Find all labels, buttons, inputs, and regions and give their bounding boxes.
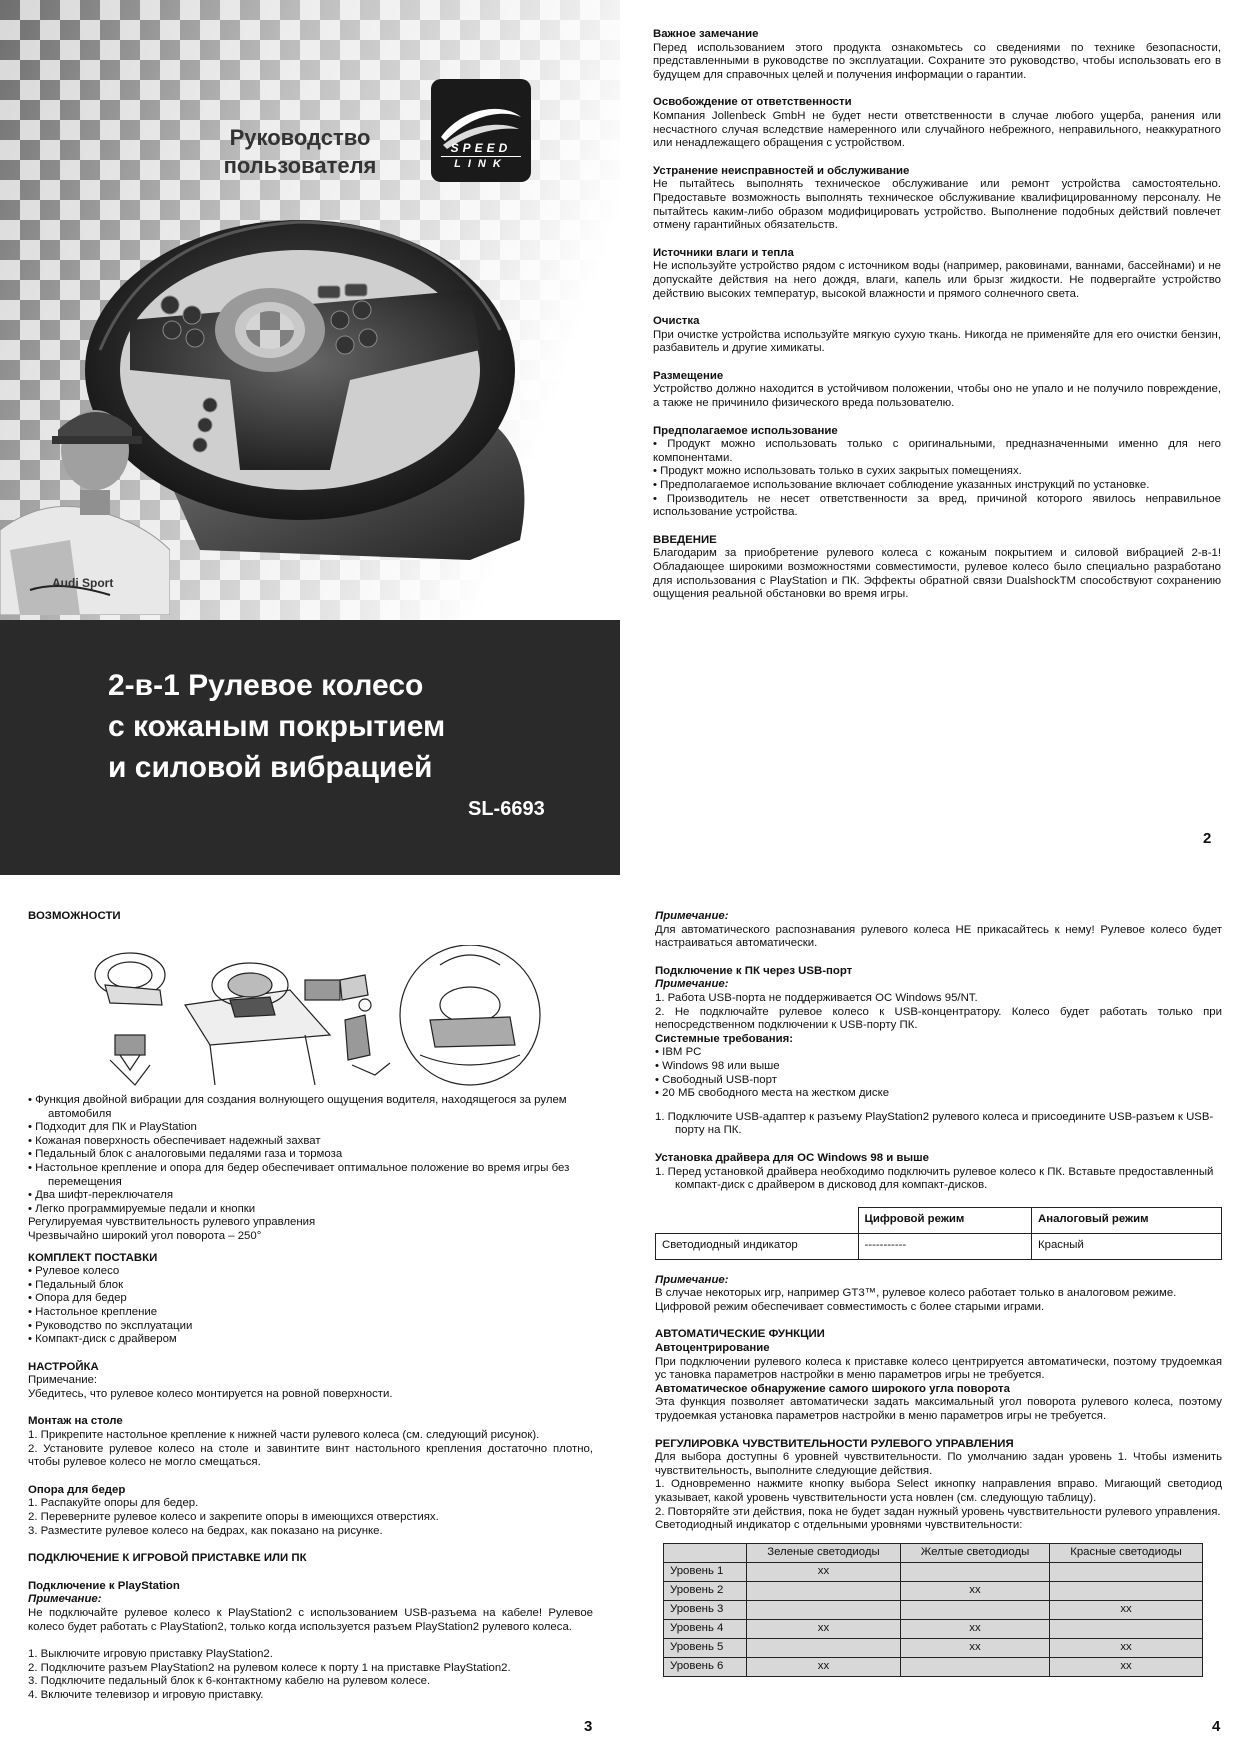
level-table-cell: Уровень 1 <box>664 1562 747 1581</box>
package-item: • Настольное крепление <box>28 1305 158 1318</box>
model-number: SL-6693 <box>468 798 545 820</box>
level-table-cell <box>747 1600 901 1619</box>
level-table-cell: Уровень 5 <box>664 1638 747 1657</box>
safety-section <box>653 165 1221 233</box>
requirement-item: • Windows 98 или выше <box>655 1059 780 1072</box>
level-table-header-cell <box>664 1543 747 1562</box>
package-item: • Педальный блок <box>28 1278 124 1291</box>
level-table-cell <box>900 1600 1049 1619</box>
usb-heading: Подключение к ПК через USB-порт <box>655 964 853 977</box>
feature-item: • Кожаная поверхность обеспечивает надежный захват <box>28 1134 321 1147</box>
level-table-cell <box>1050 1562 1203 1581</box>
sensitivity-steps <box>655 1478 1222 1519</box>
introduction-heading: ВВЕДЕНИЕ <box>653 533 717 546</box>
mode-table-cell: ----------- <box>858 1233 1031 1259</box>
level-table-row <box>664 1638 1203 1657</box>
mode-table-header-cell: Аналоговый режим <box>1031 1207 1221 1233</box>
safety-section <box>653 247 1221 301</box>
intended-use-item: • Производитель не несет ответственности за вред, причиной которого явилось неправильное использование устройства. <box>653 492 1221 519</box>
mode-table-header-cell: Цифровой режим <box>858 1207 1031 1233</box>
leg-support-steps <box>28 1497 593 1538</box>
level-table-cell: xx <box>747 1657 901 1676</box>
intended-use-item: • Предполагаемое использование включает соблюдение указанных инструкций по установке. <box>653 479 1150 492</box>
auto-heading: АВТОМАТИЧЕСКИЕ ФУНКЦИИ <box>655 1328 825 1341</box>
sensitivity-step: 1. Одновременно нажмите кнопку выбора Select икнопку направления вправо. Мигающий светодиод указывает, какой уровень чувствительности уста новлен (см. следующую таблицу). <box>655 1478 1222 1504</box>
cover-title-line1: Руководство <box>229 125 371 150</box>
game-mode-note <box>655 1274 1222 1315</box>
driver-section <box>655 1152 1222 1193</box>
intended-use-list <box>653 438 1221 520</box>
safety-section-heading: Очистка <box>653 315 700 328</box>
level-table-row <box>664 1600 1203 1619</box>
product-title <box>108 665 445 788</box>
page2-content <box>653 28 1221 616</box>
level-table-cell: xx <box>900 1619 1049 1638</box>
level-table-header-cell: Зеленые светодиоды <box>747 1543 901 1562</box>
feature-item: • Педальный блок с аналоговыми педалями газа и тормоза <box>28 1148 343 1161</box>
mode-table-header <box>656 1207 1222 1233</box>
feature-item: • Подходит для ПК и PlayStation <box>28 1121 197 1134</box>
connect-section <box>28 1552 593 1702</box>
safety-sections <box>653 28 1221 411</box>
feature-item: Чрезвычайно широкий угол поворота – 250° <box>28 1229 262 1242</box>
introduction-section <box>653 534 1221 602</box>
package-heading: КОМПЛЕКТ ПОСТАВКИ <box>28 1251 158 1264</box>
intended-use-section <box>653 425 1221 520</box>
connect-heading: ПОДКЛЮЧЕНИЕ К ИГРОВОЙ ПРИСТАВКЕ ИЛИ ПК <box>28 1552 307 1565</box>
table-mount-section <box>28 1415 593 1469</box>
leg-support-step: 3. Разместите рулевое колесо на бедрах, как показано на рисунке. <box>28 1524 383 1537</box>
mode-table-cell: Светодиодный индикатор <box>656 1233 859 1259</box>
safety-section <box>653 315 1221 356</box>
page-number-3: 3 <box>584 1718 593 1735</box>
driver-heading: Установка драйвера для ОС Windows 98 и выше <box>655 1151 929 1164</box>
level-table-row <box>664 1562 1203 1581</box>
level-table-row <box>664 1657 1203 1676</box>
cover-panel <box>0 0 620 876</box>
auto-functions-section <box>655 1328 1222 1423</box>
package-item: • Компакт-диск с драйвером <box>28 1333 177 1346</box>
auto-sub2: Автоматическое обнаружение самого широкого угла поворота <box>655 1382 1010 1395</box>
note2-text: В случае некоторых игр, например GT3™, рулевое колесо работает только в аналоговом режиме. Цифровой режим обеспечивает совместимость с более старыми играми. <box>655 1287 1177 1313</box>
safety-section <box>653 28 1221 82</box>
page-number-4: 4 <box>1212 1718 1221 1735</box>
setup-note-label: Примечание: <box>28 1374 98 1387</box>
level-table-cell <box>900 1657 1049 1676</box>
level-table-cell <box>1050 1619 1203 1638</box>
connect-playstation-heading: Подключение к PlayStation <box>28 1579 180 1592</box>
package-item: • Рулевое колесо <box>28 1265 120 1278</box>
level-table-row <box>664 1619 1203 1638</box>
connect-step: 1. Выключите игровую приставку PlayStation2. <box>28 1648 273 1661</box>
features-list <box>28 1094 593 1244</box>
product-title-block <box>0 620 620 875</box>
usb-section <box>655 965 1222 1138</box>
package-item: • Руководство по эксплуатации <box>28 1319 193 1332</box>
safety-section-heading: Важное замечание <box>653 28 759 40</box>
page4-content <box>655 910 1222 1677</box>
feature-item: • Два шифт-переключателя <box>28 1189 174 1202</box>
level-table-cell: xx <box>900 1581 1049 1600</box>
logo-text-bottom: LINK <box>454 158 508 170</box>
level-table-cell: Уровень 2 <box>664 1581 747 1600</box>
safety-section-text: Устройство должно находится в устойчивом положении, чтобы оно не упало и не получило повреждение, а также не причинило физического вреда пользователю. <box>653 383 1221 410</box>
level-table-cell: xx <box>1050 1638 1203 1657</box>
cover-title <box>200 124 400 180</box>
usb-note-label: Примечание: <box>655 978 729 991</box>
safety-section-heading: Устранение неисправностей и обслуживание <box>653 164 910 177</box>
level-table-cell <box>900 1562 1049 1581</box>
feature-item: Регулируемая чувствительность рулевого управления <box>28 1216 316 1229</box>
product-title-line3: и силовой вибрацией <box>108 751 433 784</box>
safety-section-text: Не пытайтесь выполнять техническое обслуживание или ремонт устройства самостоятельно. Предоставьте возможность выполнять техническое обслуживание квалифицированному персоналу. Не пытайтесь каким-либо образом модифицировать устройство. Выполнение подобных действий повлечет отмену гарантийных обязательств. <box>653 178 1221 232</box>
mode-table-row <box>656 1233 1222 1259</box>
safety-section-heading: Размещение <box>653 369 724 382</box>
safety-section <box>653 96 1221 150</box>
speedlink-logo <box>431 79 531 182</box>
requirement-item: • IBM PC <box>655 1046 702 1059</box>
level-table-cell: xx <box>1050 1657 1203 1676</box>
auto-detect-note <box>655 910 1222 951</box>
page-number-2: 2 <box>1203 830 1212 847</box>
safety-section-text: Перед использованием этого продукта ознакомьтесь со сведениями по технике безопасности, представленными в руководстве по эксплуатации. Сохраните это руководство, чтобы использовать его в будущем для справочных целей и получения информации о гарантии. <box>653 41 1221 81</box>
driver-step: 1. Перед установкой драйвера необходимо подключить рулевое колесо к ПК. Вставьте предоставленный компакт-диск с драйвером в дисковод для компакт-дисков. <box>655 1165 1214 1192</box>
sensitivity-step: 2. Повторяйте эти действия, пока не будет задан нужный уровень чувствительности рулевого управления. <box>655 1505 1221 1518</box>
table-mount-heading: Монтаж на столе <box>28 1415 123 1428</box>
level-table-cell: xx <box>900 1638 1049 1657</box>
package-list <box>28 1265 593 1347</box>
product-title-line2: с кожаным покрытием <box>108 710 446 743</box>
mode-table-header-cell <box>656 1207 859 1233</box>
leg-support-section <box>28 1484 593 1538</box>
sensitivity-text: Для выбора доступны 6 уровней чувствительности. По умолчанию задан уровень 1. Чтобы изменить чувствительность, выполните следующие действия. <box>655 1451 1222 1477</box>
photo-caption: Audi Sport <box>52 576 114 590</box>
auto-sub1: Автоцентрирование <box>655 1342 770 1355</box>
page3-heading-features: ВОЗМОЖНОСТИ <box>28 910 121 922</box>
usb-step: 1. Подключите USB-адаптер к разъему PlayStation2 рулевого колеса и присоедините USB-разъем к USB-порту на ПК. <box>655 1110 1214 1137</box>
table-mount-step: 1. Прикрепите настольное крепление к нижней части рулевого колеса (см. следующий рисунок). <box>28 1429 540 1442</box>
requirements-heading: Системные требования: <box>655 1032 794 1045</box>
page3-content <box>28 1094 593 1703</box>
note1-text: Для автоматического распознавания рулевого колеса НЕ прикасайтесь к нему! Рулевое колесо будет настраиваться автоматически. <box>655 923 1222 950</box>
level-table-cell <box>1050 1581 1203 1600</box>
intended-use-heading: Предполагаемое использование <box>653 424 838 437</box>
feature-item: • Легко программируемые педали и кнопки <box>28 1202 256 1215</box>
package-item: • Опора для бедер <box>28 1292 127 1305</box>
usb-notes <box>655 992 1222 1033</box>
connect-step: 4. Включите телевизор и игровую приставку. <box>28 1688 264 1701</box>
level-table-header-cell: Желтые светодиоды <box>900 1543 1049 1562</box>
sensitivity-heading: РЕГУЛИРОВКА ЧУВСТВИТЕЛЬНОСТИ РУЛЕВОГО УПРАВЛЕНИЯ <box>655 1437 1014 1450</box>
level-table-row <box>664 1581 1203 1600</box>
usb-note-item: 2. Не подключайте рулевое колесо к USB-концентратору. Колесо будет работать только при непосредственном подключении к USB-порту ПК. <box>655 1005 1222 1032</box>
connect-step: 2. Подключите разъем PlayStation2 на рулевом колесе к порту 1 на приставке PlayStation2. <box>28 1661 511 1674</box>
feature-item: • Функция двойной вибрации для создания волнующего ощущения водителя, находящегося за рулем автомобиля <box>28 1094 567 1120</box>
intended-use-item: • Продукт можно использовать только с оригинальными, предназначенными именно для него компонентами. <box>653 438 1221 464</box>
logo-text-top: SPEED <box>441 141 521 157</box>
product-title-line1: 2-в-1 Рулевое колесо <box>108 669 424 702</box>
requirements-list <box>655 1046 1222 1100</box>
leg-support-heading: Опора для бедер <box>28 1483 126 1496</box>
level-table-cell: Уровень 6 <box>664 1657 747 1676</box>
mode-table-cell: Красный <box>1031 1233 1221 1259</box>
auto-text1: При подключении рулевого колеса к приставке колесо центрируется автоматически, поэтому трудоемкая ус тановка параметров настройки в меню параметров игры не требуется. <box>655 1355 1222 1382</box>
level-table-header-cell: Красные светодиоды <box>1050 1543 1203 1562</box>
package-section <box>28 1252 593 1347</box>
feature-item: • Настольное крепление и опора для бедер обеспечивает оптимальное положение во время игры без перемещения <box>28 1161 570 1188</box>
table-mount-steps <box>28 1429 593 1470</box>
connect-note-label: Примечание: <box>28 1593 102 1606</box>
level-table-cell: xx <box>747 1619 901 1638</box>
sensitivity-table-caption: Светодиодный индикатор с отдельными уровнями чувствительности: <box>655 1519 1023 1532</box>
level-table-cell: xx <box>1050 1600 1203 1619</box>
sensitivity-section <box>655 1438 1222 1533</box>
table-mount-step: 2. Установите рулевое колесо на столе и завинтите винт настольного крепления достаточно плотно, чтобы рулевое колесо не могло смещаться. <box>28 1442 593 1469</box>
mounting-illustrations <box>90 945 550 1090</box>
safety-section <box>653 370 1221 411</box>
auto-text2: Эта функция позволяет автоматически задать максимальный угол поворота рулевого колеса, поэтому трудоемкая установка параметров настройки в меню параметров игры не требуется. <box>655 1396 1222 1423</box>
level-table-cell <box>747 1581 901 1600</box>
setup-heading: НАСТРОЙКА <box>28 1360 99 1373</box>
requirement-item: • Свободный USB-порт <box>655 1073 777 1086</box>
safety-section-text: Компания Jollenbeck GmbH не будет нести ответственности в случае любого ущерба, ранения или несчастного случая вследствие намеренного или случайного небрежного, неправильного, неаккуратного или ненадлежащего обращения с устройством. <box>653 109 1221 150</box>
sensitivity-level-table <box>663 1543 1203 1677</box>
setup-note-text: Убедитесь, что рулевое колесо монтируется на ровной поверхности. <box>28 1387 393 1400</box>
introduction-text: Благодарим за приобретение рулевого колеса с кожаным покрытием и силовой вибрацией 2-в-1! Обладающее широкими возможностями совместимости, рулевое колесо было специально разработано для использования с PlayStation и ПК. Эффекты обратной связи DualshockTM способствуют сохранению ощущения реальной обстановки во время игры. <box>653 547 1221 601</box>
level-table-header <box>664 1543 1203 1562</box>
intended-use-item: • Продукт можно использовать только в сухих закрытых помещениях. <box>653 465 1022 478</box>
safety-section-heading: Источники влаги и тепла <box>653 246 794 259</box>
safety-section-text: При очистке устройства используйте мягкую сухую ткань. Никогда не применяйте для его очистки бензин, разбавитель и другие химикаты. <box>653 328 1221 355</box>
cover-title-line2: пользователя <box>223 153 377 178</box>
connect-step: 3. Подключите педальный блок к 6-контактному кабелю на рулевом колесе. <box>28 1675 431 1688</box>
connect-note-text: Не подключайте рулевое колесо к PlayStation2 с использованием USB-разъема на кабеле! Рулевое колесо будет работать с PlayStation2, только когда используется разъем PlayStation2 рулевого колеса. <box>28 1607 593 1633</box>
note1-label: Примечание: <box>655 910 729 922</box>
mode-table <box>655 1207 1222 1260</box>
usb-note-item: 1. Работа USB-порта не поддерживается ОС Windows 95/NT. <box>655 991 978 1004</box>
level-table-cell <box>747 1638 901 1657</box>
connect-steps <box>28 1648 593 1702</box>
level-table-cell: Уровень 3 <box>664 1600 747 1619</box>
safety-section-text: Не используйте устройство рядом с источником воды (например, раковинами, ваннами, бассейнами) и не допускайте действия на него дождя, влаги, капель или брызг жидкости. Не подвергайте устройство действию высоких температур, высокой влажности и прямого солнечного света. <box>653 260 1221 300</box>
note2-label: Примечание: <box>655 1273 729 1286</box>
leg-support-step: 2. Переверните рулевое колесо и закрепите опоры в имеющихся отверстиях. <box>28 1511 439 1524</box>
level-table-cell: Уровень 4 <box>664 1619 747 1638</box>
safety-section-heading: Освобождение от ответственности <box>653 96 852 109</box>
setup-section <box>28 1361 593 1402</box>
requirement-item: • 20 МБ свободного места на жестком диске <box>655 1087 890 1100</box>
level-table-cell: xx <box>747 1562 901 1581</box>
leg-support-step: 1. Распакуйте опоры для бедер. <box>28 1497 199 1510</box>
